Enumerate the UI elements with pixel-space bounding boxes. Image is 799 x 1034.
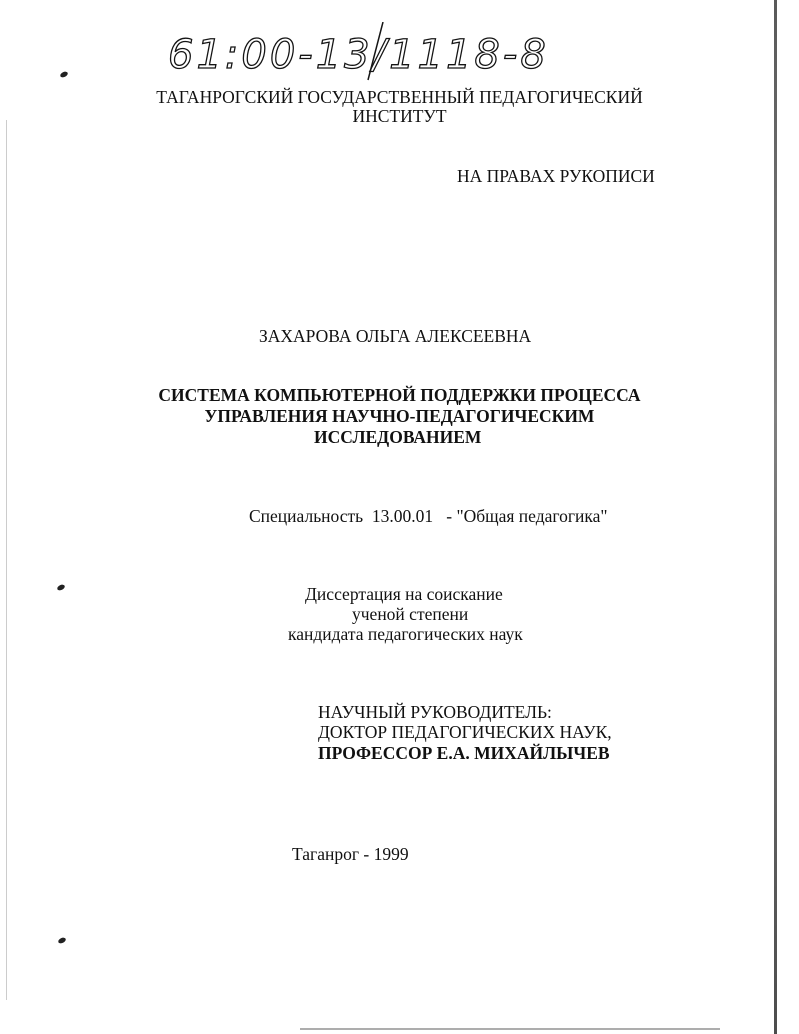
institution-line-2: ИНСТИТУТ xyxy=(352,106,447,126)
supervisor-line-1: НАУЧНЫЙ РУКОВОДИТЕЛЬ: xyxy=(318,702,552,722)
author-name: ЗАХАРОВА ОЛЬГА АЛЕКСЕЕВНА xyxy=(259,326,532,346)
specialty-label: Специальность xyxy=(249,506,364,526)
scan-edge-right xyxy=(774,0,777,1034)
scan-edge-bottom xyxy=(300,1028,720,1030)
supervisor-line-2: ДОКТОР ПЕДАГОГИЧЕСКИХ НАУК, xyxy=(318,722,612,742)
title-line-1: СИСТЕМА КОМПЬЮТЕРНОЙ ПОДДЕРЖКИ ПРОЦЕССА xyxy=(158,385,641,405)
handwritten-archive-number-drawing xyxy=(168,22,568,82)
place-and-year: Таганрог - 1999 xyxy=(292,844,409,864)
dissertation-line-3: кандидата педагогических наук xyxy=(288,624,523,644)
manuscript-rights: НА ПРАВАХ РУКОПИСИ xyxy=(457,166,655,186)
supervisor-line-3: ПРОФЕССОР Е.А. МИХАЙЛЫЧЕВ xyxy=(318,743,610,763)
title-line-2: УПРАВЛЕНИЯ НАУЧНО-ПЕДАГОГИЧЕСКИМ xyxy=(204,406,595,426)
title-line-3: ИССЛЕДОВАНИЕМ xyxy=(314,427,482,447)
institution-line-1: ТАГАНРОГСКИЙ ГОСУДАРСТВЕННЫЙ ПЕДАГОГИЧЕСКИЙ xyxy=(156,87,643,107)
specialty-name: - "Общая педагогика" xyxy=(446,506,608,526)
handwritten-archive-number xyxy=(168,22,568,82)
dissertation-line-1: Диссертация на соискание xyxy=(305,584,503,604)
scan-edge-left xyxy=(6,120,7,1000)
specialty-code: 13.00.01 xyxy=(371,506,434,526)
scan-speck xyxy=(59,71,68,79)
specialty-line xyxy=(249,506,608,526)
archive-number-text: 61:00-13/1118-8 xyxy=(168,32,549,78)
dissertation-line-2: ученой степени xyxy=(352,604,469,624)
scan-speck xyxy=(56,584,65,592)
scan-speck xyxy=(57,937,66,945)
